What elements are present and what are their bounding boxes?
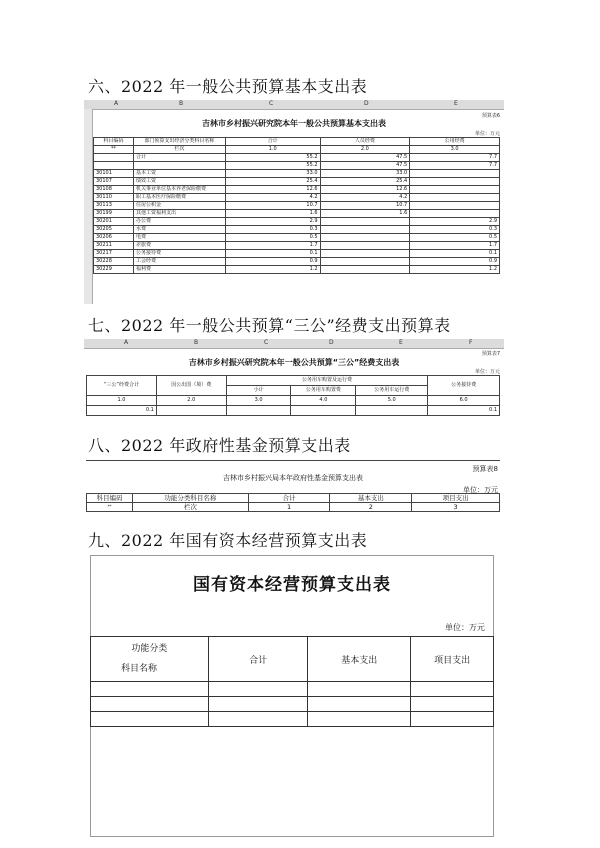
table-cell: 10.7 [225, 202, 320, 210]
table-seq-row [94, 146, 500, 154]
header-cell: 合计 [225, 138, 320, 146]
table-row [94, 258, 500, 266]
header-cell: 功能分类科目名称 [132, 494, 248, 503]
header-cell: 公务接待费 [428, 376, 500, 396]
header-cell: 公务用车运行费 [356, 386, 428, 396]
section-heading-8: 八、2022 年政府性基金预算支出表 [88, 436, 351, 455]
table-cell: 1.6 [320, 210, 410, 218]
table-cell: 工会经费 [133, 258, 225, 266]
table-cell: 1.7 [225, 242, 320, 250]
table-cell: 0.1 [225, 250, 320, 258]
header-cell: 基本支出 [330, 494, 412, 503]
table-cell: 0.5 [225, 234, 320, 242]
table-row [94, 218, 500, 226]
table-cell: 30110 [94, 194, 134, 202]
table-cell: 30101 [94, 170, 134, 178]
table-8 [86, 493, 500, 512]
table-cell: 1.2 [410, 266, 500, 274]
table-cell: 电费 [133, 234, 225, 242]
table-header-row [91, 637, 494, 682]
table-cell: 水费 [133, 226, 225, 234]
table-cell: 差旅费 [133, 242, 225, 250]
table-cell: 7.7 [410, 154, 500, 162]
sheet-title: 吉林市乡村振兴研究院本年一般公共预算“三公”经费支出表 [188, 358, 400, 367]
budget-table-7-sheet [84, 339, 504, 421]
table-cell: 55.2 [225, 154, 320, 162]
table-row [87, 406, 500, 416]
header-cell: 部门预算支出经济分类科目名称 [133, 138, 225, 146]
table-cell [320, 218, 410, 226]
column-header-bar [84, 339, 504, 349]
table-cell: 0.9 [225, 258, 320, 266]
table-header-row [94, 138, 500, 146]
table-cell: 1.2 [225, 266, 320, 274]
table-cell: 2.9 [225, 218, 320, 226]
table-cell: 公务接待费 [133, 250, 225, 258]
table-cell: 职工基本医疗保险缴费 [133, 194, 225, 202]
column-letter: D [364, 100, 369, 107]
table-row [94, 250, 500, 258]
budget-table-8-sheet [86, 460, 500, 517]
table-cell: 30228 [94, 258, 134, 266]
header-cell: 公务用车购置费 [291, 386, 356, 396]
table-9 [90, 636, 494, 727]
table-row [94, 266, 500, 274]
table-cell: 0.5 [410, 234, 500, 242]
unit-label: 单位：万元 [474, 131, 500, 137]
header-cell: 公用经费 [410, 138, 500, 146]
table-cell: 30113 [94, 202, 134, 210]
header-cell [91, 637, 209, 682]
table-cell: 30107 [94, 178, 134, 186]
table-row [94, 194, 500, 202]
table-cell: 30201 [94, 218, 134, 226]
table-cell: 基本工资 [133, 170, 225, 178]
header-cell: 项目支出 [411, 637, 494, 682]
sheet-tag: 预算表7 [481, 351, 500, 357]
column-letter: A [124, 339, 129, 346]
seq-cell: 3.0 [226, 396, 291, 406]
seq-cell: 6.0 [428, 396, 500, 406]
budget-table-9-box [90, 555, 494, 837]
seq-cell: 2 [330, 503, 412, 512]
table-cell [94, 162, 134, 170]
table-cell: 住房公积金 [133, 202, 225, 210]
table-row [94, 170, 500, 178]
sheet-tag: 预算表6 [481, 113, 500, 119]
header-line: 科目名称 [121, 664, 158, 674]
table-cell [320, 266, 410, 274]
header-cell: 合计 [208, 637, 308, 682]
column-letter: B [194, 339, 199, 346]
table-cell [320, 226, 410, 234]
section-heading-6: 六、2022 年一般公共预算基本支出表 [88, 77, 368, 96]
table-cell: 合计 [133, 154, 225, 162]
unit-label: 单位：万元 [445, 623, 485, 632]
table-row [91, 697, 494, 712]
table-row [94, 154, 500, 162]
table-cell: 机关事业单位基本养老保险缴费 [133, 186, 225, 194]
table-cell [410, 178, 500, 186]
table-cell: 1.7 [410, 242, 500, 250]
table-cell: 12.6 [225, 186, 320, 194]
column-letter: D [329, 339, 334, 346]
table-cell [410, 202, 500, 210]
unit-label: 单位：万元 [474, 369, 500, 375]
table-cell: 30205 [94, 226, 134, 234]
table-cell: 25.4 [225, 178, 320, 186]
table-cell: 办公费 [133, 218, 225, 226]
table-cell: 4.2 [320, 194, 410, 202]
value-cell [291, 406, 356, 416]
section-heading-7: 七、2022 年一般公共预算“三公”经费支出预算表 [88, 316, 451, 335]
table-cell: 绩效工资 [133, 178, 225, 186]
table-cell: 0.9 [410, 258, 500, 266]
table-row [94, 210, 500, 218]
seq-cell: 2.0 [320, 146, 410, 154]
header-cell: 科目编码 [87, 494, 133, 503]
table-cell: 1.6 [225, 210, 320, 218]
table-cell: 47.5 [320, 154, 410, 162]
column-letter: A [114, 100, 119, 107]
table-cell: 30229 [94, 266, 134, 274]
header-cell: 合计 [248, 494, 330, 503]
column-letter: C [269, 100, 274, 107]
table-row [94, 202, 500, 210]
table-cell: 7.7 [410, 162, 500, 170]
header-line: 功能分类 [131, 644, 168, 654]
value-cell [156, 406, 226, 416]
section-heading-9: 九、2022 年国有资本经营预算支出表 [88, 531, 368, 550]
table-cell: 30199 [94, 210, 134, 218]
seq-cell: 3 [412, 503, 500, 512]
column-letter: F [469, 339, 473, 346]
table-cell [320, 250, 410, 258]
column-letter: C [264, 339, 269, 346]
seq-cell: 5.0 [356, 396, 428, 406]
table-cell: 47.5 [320, 162, 410, 170]
table-cell: 其他工资福利支出 [133, 210, 225, 218]
table-cell: 33.0 [320, 170, 410, 178]
table-header-row [87, 494, 500, 503]
column-letter: E [399, 339, 403, 346]
seq-cell: 1.0 [225, 146, 320, 154]
table-cell: 30211 [94, 242, 134, 250]
header-cell: 基本支出 [308, 637, 411, 682]
sheet-tag: 预算表8 [472, 465, 498, 473]
table-row [94, 178, 500, 186]
table-cell [320, 234, 410, 242]
value-cell [356, 406, 428, 416]
sheet-title: 吉林市乡村振兴局本年政府性基金预算支出表 [223, 474, 363, 482]
seq-cell: 栏次 [133, 146, 225, 154]
table-header-row [87, 376, 500, 386]
table-cell [94, 154, 134, 162]
sheet-title: 国有资本经营预算支出表 [193, 575, 391, 595]
table-cell: 0.1 [410, 250, 500, 258]
value-cell: 0.1 [428, 406, 500, 416]
column-letter: B [179, 100, 184, 107]
header-cell: 小计 [226, 386, 291, 396]
unit-label: 单位：万元 [463, 486, 498, 494]
table-row [94, 234, 500, 242]
table-cell: 30206 [94, 234, 134, 242]
table-row [91, 712, 494, 727]
header-cell: 因公出国（境）费 [156, 376, 226, 396]
table-cell: 0.3 [410, 226, 500, 234]
table-cell [410, 194, 500, 202]
table-cell [410, 186, 500, 194]
seq-cell: ** [94, 146, 134, 154]
table-cell: 福利费 [133, 266, 225, 274]
table-cell [133, 162, 225, 170]
table-cell: 2.9 [410, 218, 500, 226]
table-cell [320, 258, 410, 266]
table-cell: 33.0 [225, 170, 320, 178]
table-cell [410, 210, 500, 218]
seq-cell: 1 [248, 503, 330, 512]
table-cell: 55.2 [225, 162, 320, 170]
header-cell: 公务用车购置及运行费 [226, 376, 427, 386]
budget-table-6-sheet [84, 100, 504, 304]
table-cell: 25.4 [320, 178, 410, 186]
column-letter: E [454, 100, 458, 107]
table-row [94, 242, 500, 250]
seq-cell: 3.0 [410, 146, 500, 154]
table-6 [93, 137, 500, 274]
seq-cell: 1.0 [87, 396, 157, 406]
table-cell: 0.3 [225, 226, 320, 234]
table-cell: 10.7 [320, 202, 410, 210]
table-cell: 30217 [94, 250, 134, 258]
header-cell: 项目支出 [412, 494, 500, 503]
seq-cell: 4.0 [291, 396, 356, 406]
table-row [94, 226, 500, 234]
seq-cell: 2.0 [156, 396, 226, 406]
table-row [91, 682, 494, 697]
table-row [94, 162, 500, 170]
table-row [94, 186, 500, 194]
header-cell: 人员经费 [320, 138, 410, 146]
table-seq-row [87, 396, 500, 406]
column-header-bar [84, 100, 504, 110]
value-cell: 0.1 [87, 406, 157, 416]
table-cell [410, 170, 500, 178]
table-7 [86, 375, 500, 416]
table-seq-row [87, 503, 500, 512]
table-cell [320, 242, 410, 250]
value-cell [226, 406, 291, 416]
table-cell: 30108 [94, 186, 134, 194]
seq-cell: ** [87, 503, 133, 512]
header-cell: 科目编码 [94, 138, 134, 146]
table-cell: 12.6 [320, 186, 410, 194]
header-cell: “三公”经费合计 [87, 376, 157, 396]
row-number-bar [84, 109, 93, 304]
table-cell: 4.2 [225, 194, 320, 202]
sheet-title: 吉林市乡村振兴研究院本年一般公共预算基本支出表 [202, 119, 386, 128]
seq-cell: 栏次 [132, 503, 248, 512]
